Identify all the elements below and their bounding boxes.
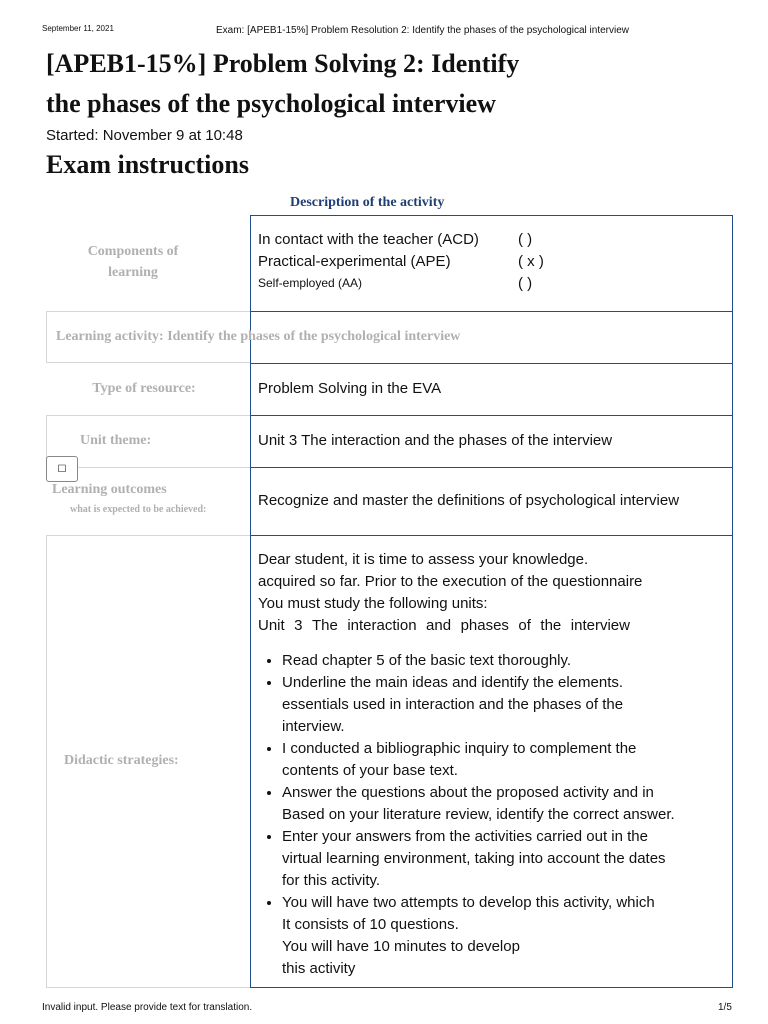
intro-line-unit xyxy=(258,615,630,637)
list-item-line: for this activity. xyxy=(282,872,381,889)
list-item-line: contents of your base text. xyxy=(282,762,458,779)
outcomes-sublabel: what is expected to be achieved: xyxy=(70,504,207,515)
outcomes-value: Recognize and master the definitions of psychological interview xyxy=(258,492,680,509)
header-title: Exam: [APEB1-15%] Problem Resolution 2: Identify the phases of the psychological interview xyxy=(216,25,629,36)
list-item xyxy=(282,782,722,826)
unit-word: and xyxy=(426,617,452,634)
instructions-heading: Exam instructions xyxy=(46,150,249,179)
page-number: 1/5 xyxy=(718,1002,732,1013)
components-label xyxy=(58,241,208,283)
floating-toggle-button[interactable] xyxy=(46,456,78,482)
option-acd-mark: ( ) xyxy=(518,231,533,248)
unit-value: Unit 3 The interaction and the phases of the interview xyxy=(258,432,613,449)
checkbox-icon: ☐ xyxy=(57,463,67,475)
option-ape-label: Practical-experimental (APE) xyxy=(258,253,451,270)
intro-line: Dear student, it is time to assess your knowledge. xyxy=(258,551,589,568)
unit-label: Unit theme: xyxy=(80,433,152,448)
strategies-list xyxy=(258,650,722,980)
resource-value: Problem Solving in the EVA xyxy=(258,380,442,397)
components-label-line2: learning xyxy=(108,265,158,280)
list-item xyxy=(282,650,722,672)
unit-word: the xyxy=(540,617,562,634)
unit-word: interaction xyxy=(347,617,417,634)
list-item-line: It consists of 10 questions. xyxy=(282,916,459,933)
list-item-line: • I conducted a bibliographic inquiry to complement the xyxy=(282,740,637,757)
option-aa-mark: ( ) xyxy=(518,275,533,292)
strategies-label: Didactic strategies: xyxy=(64,753,179,768)
list-item xyxy=(282,892,722,980)
started-timestamp: Started: November 9 at 10:48 xyxy=(46,127,243,144)
unit-word: 3 xyxy=(294,617,303,634)
list-item-line: • Read chapter 5 of the basic text thoroughly. xyxy=(282,652,572,669)
intro-line: acquired so far. Prior to the execution of the questionnaire xyxy=(258,573,643,590)
strategies-intro xyxy=(258,549,643,637)
list-item-line: • You will have two attempts to develop this activity, which xyxy=(282,894,655,911)
unit-word: phases xyxy=(460,617,509,634)
page-title-line1: [APEB1-15%] Problem Solving 2: Identify xyxy=(46,49,520,78)
intro-line: You must study the following units: xyxy=(258,595,488,612)
page-title-line2: the phases of the psychological interview xyxy=(46,89,496,118)
unit-word: The xyxy=(312,617,338,634)
list-item-line: virtual learning environment, taking into account the dates xyxy=(282,850,666,867)
list-item-line: You will have 10 minutes to develop xyxy=(282,938,520,955)
unit-word: interview xyxy=(570,617,630,634)
learning-activity-label: Learning activity: Identify the phases of the psychological interview xyxy=(56,329,461,344)
footer-text: Invalid input. Please provide text for translation. xyxy=(42,1002,253,1013)
unit-word: Unit xyxy=(258,617,285,634)
option-aa-label: Self-employed (AA) xyxy=(258,276,363,290)
option-ape-mark: ( x ) xyxy=(518,253,544,270)
list-item-line: this activity xyxy=(282,960,356,977)
header-date: September 11, 2021 xyxy=(42,24,114,33)
list-item xyxy=(282,738,722,782)
list-item-line: • Enter your answers from the activities carried out in the xyxy=(282,828,648,845)
list-item-line: • Underline the main ideas and identify the elements. xyxy=(282,674,624,691)
list-item-line: essentials used in interaction and the phases of the xyxy=(282,696,624,713)
resource-label: Type of resource: xyxy=(92,381,196,396)
description-title: Description of the activity xyxy=(290,195,445,210)
option-acd-label: In contact with the teacher (ACD) xyxy=(258,231,479,248)
components-label-line1: Components of xyxy=(87,244,179,259)
list-item-line: • Answer the questions about the proposed activity and in xyxy=(282,784,654,801)
page-title xyxy=(46,44,606,124)
list-item-line: interview. xyxy=(282,718,345,735)
list-item-line: Based on your literature review, identify the correct answer. xyxy=(282,806,675,823)
list-item xyxy=(282,826,722,892)
list-item xyxy=(282,672,722,738)
unit-word: of xyxy=(518,617,531,634)
outcomes-label: Learning outcomes xyxy=(52,482,167,497)
